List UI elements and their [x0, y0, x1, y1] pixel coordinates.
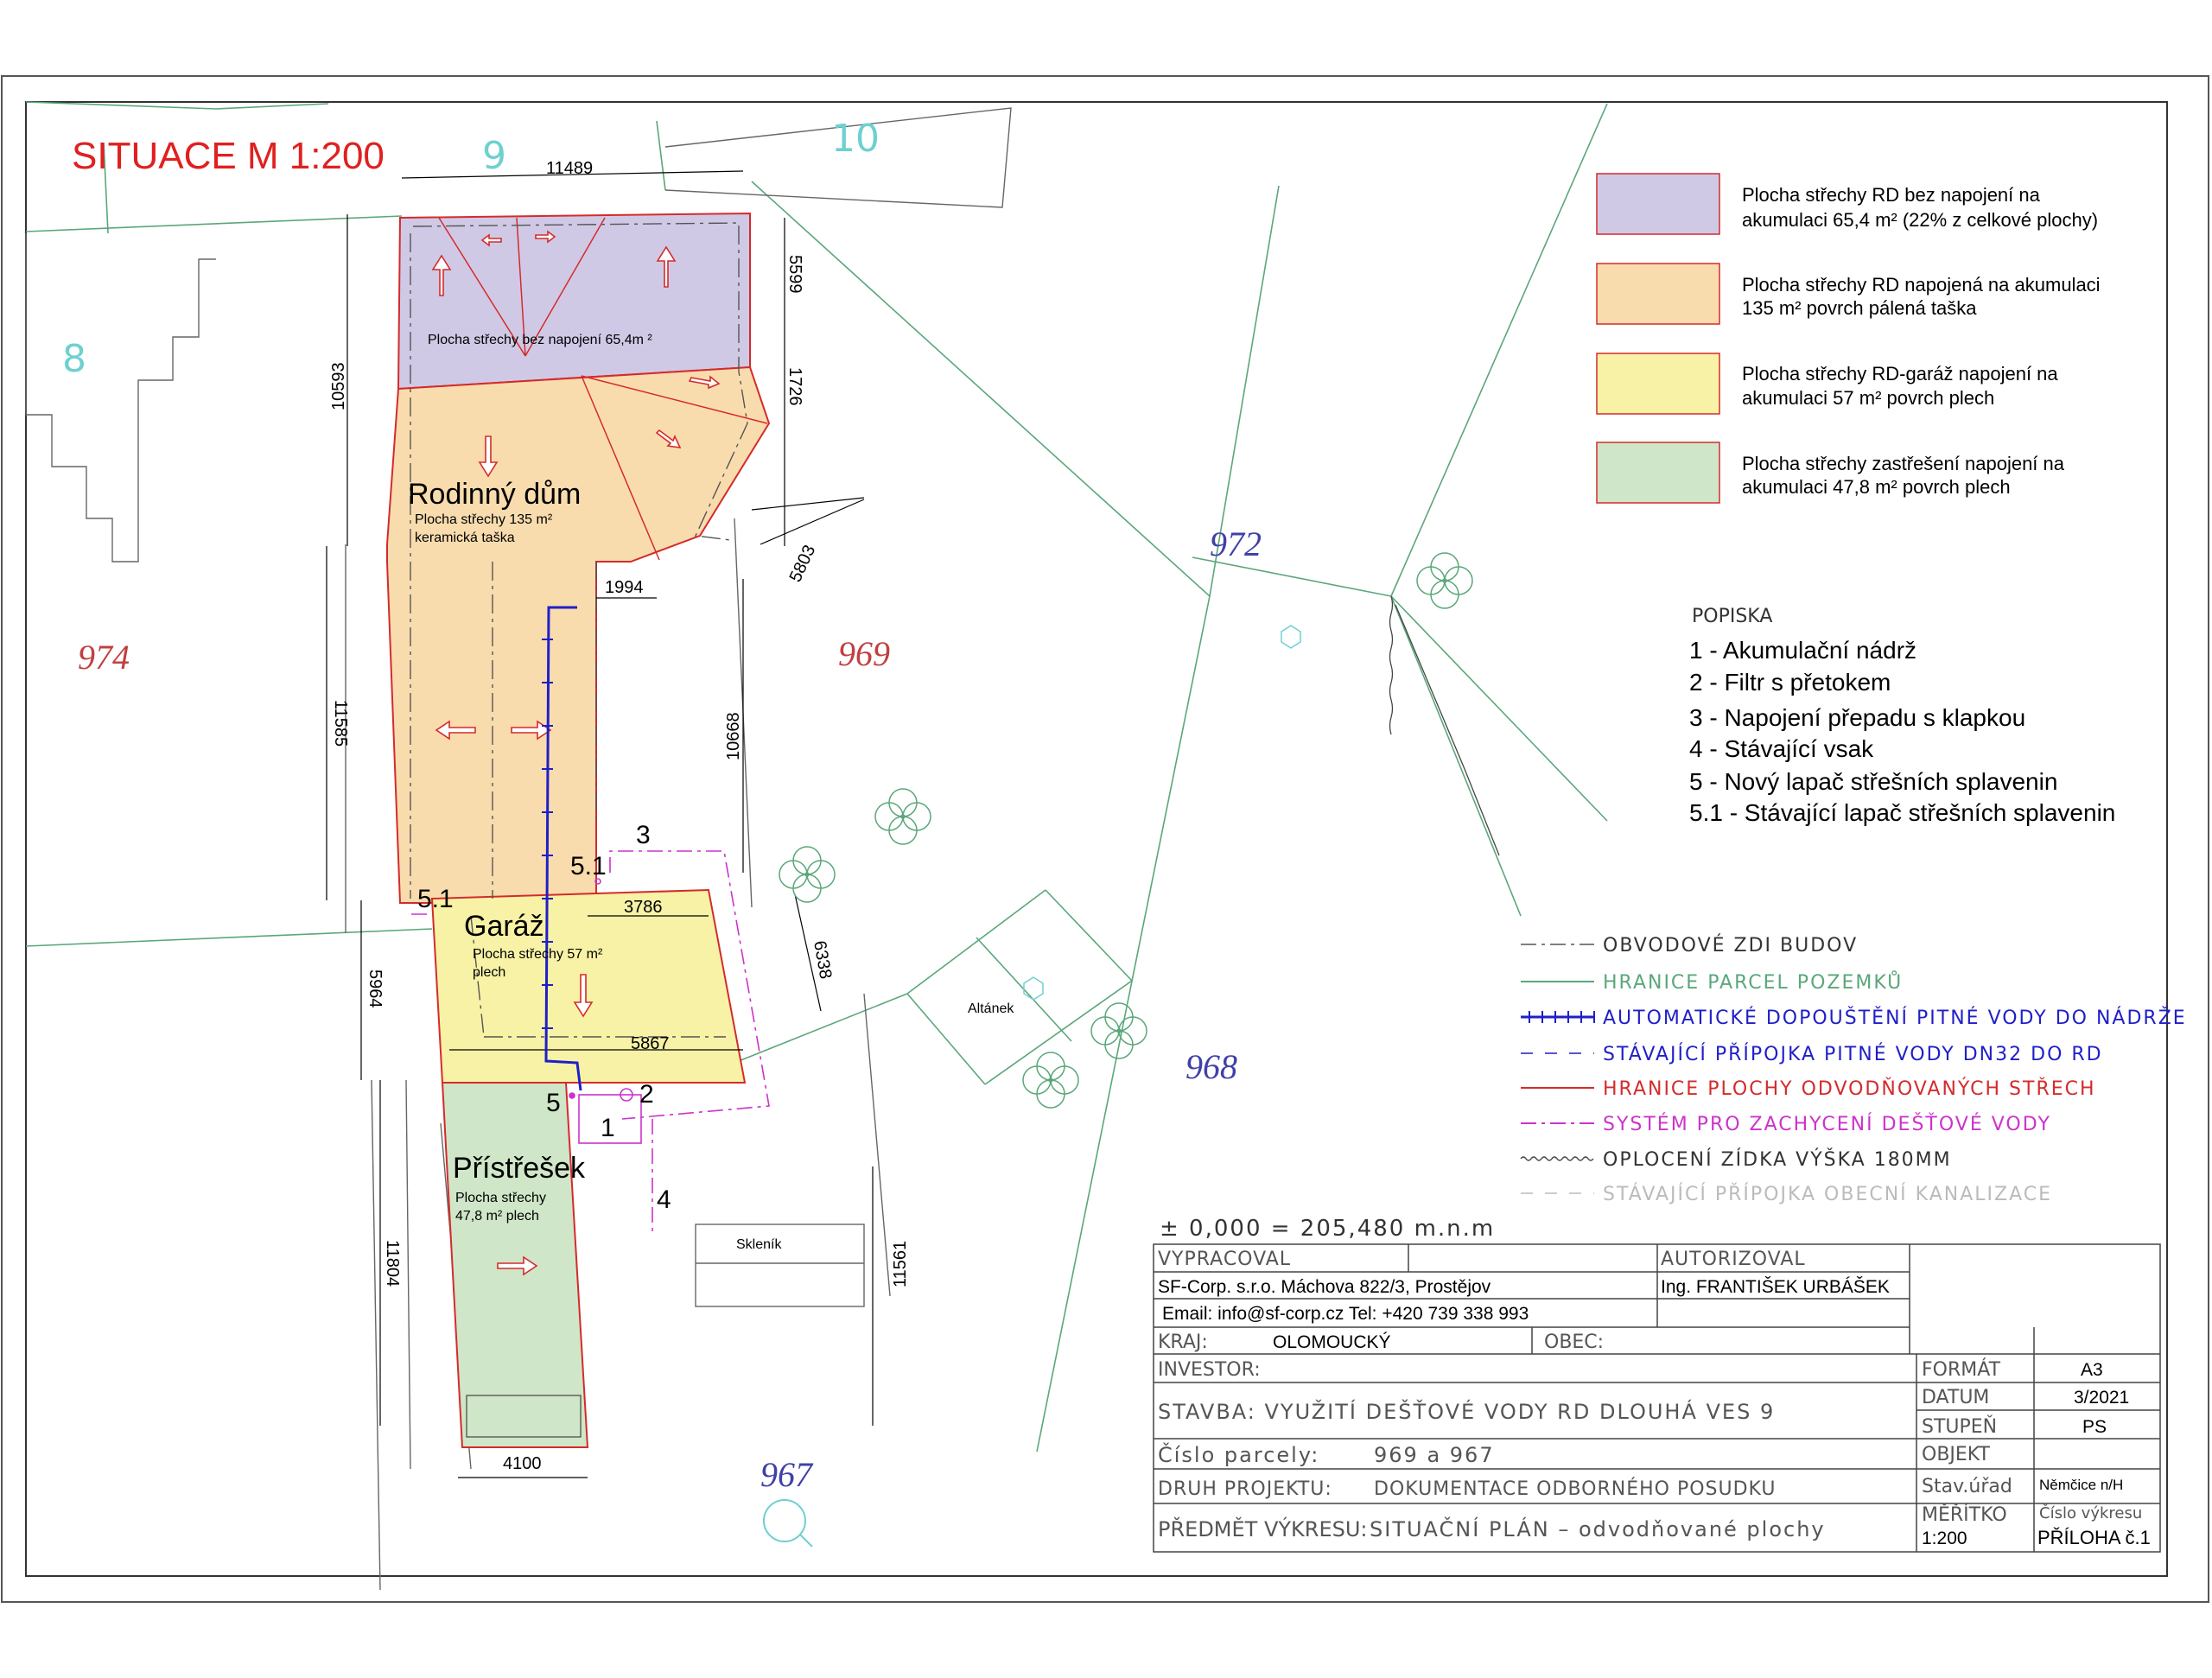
- tb-objekt-label: OBJEKT: [1922, 1444, 1990, 1465]
- popiska-title: POPISKA: [1692, 606, 1773, 627]
- popiska-item-4: 4 - Stávající vsak: [1689, 735, 1874, 762]
- garage-roof-area: Plocha střechy 57 m²: [473, 947, 603, 962]
- hexagon-symbols: [1024, 626, 1300, 1000]
- tb-stavba: STAVBA: VYUŽITÍ DEŠŤOVÉ VODY RD DLOUHÁ VES 9: [1158, 1400, 1776, 1424]
- legend-text-potable: STÁVAJÍCÍ PŘÍPOJKA PITNÉ VODY DN32 DO RD: [1603, 1044, 2103, 1065]
- dim-5803: 5803: [785, 542, 820, 586]
- legend-swatch-orange: [1597, 264, 1719, 324]
- tb-druh-value: DOKUMENTACE ODBORNÉHO POSUDKU: [1374, 1478, 1777, 1500]
- tb-cislo-value: PŘÍLOHA č.1: [2037, 1527, 2151, 1548]
- legend-swatch-green: [1597, 442, 1719, 503]
- marker-5: 5: [546, 1089, 561, 1117]
- tb-investor: INVESTOR:: [1158, 1359, 1261, 1381]
- tb-urad-value: Němčice n/H: [2039, 1477, 2124, 1493]
- parcel-boundaries: [26, 102, 1607, 1452]
- tb-format-value: A3: [2081, 1360, 2103, 1380]
- tb-vypracoval: VYPRACOVAL: [1158, 1249, 1292, 1270]
- parcel-972: 972: [1210, 524, 1262, 563]
- legend-text-sewer: STÁVAJÍCÍ PŘÍPOJKA OBECNÍ KANALIZACE: [1603, 1184, 2052, 1205]
- dim-3786: 3786: [624, 898, 663, 917]
- dim-4100: 4100: [503, 1454, 542, 1473]
- house-name: Rodinný dům: [408, 478, 582, 511]
- legend-text-rainwater: SYSTÉM PRO ZACHYCENÍ DEŠŤOVÉ VODY: [1603, 1114, 2051, 1135]
- parcel-number-8: 8: [62, 337, 86, 381]
- dim-1994: 1994: [605, 578, 644, 597]
- marker-2: 2: [639, 1080, 654, 1109]
- shelter-name: Přístřešek: [453, 1152, 586, 1185]
- shelter-roof-label: Plocha střechy: [455, 1191, 546, 1205]
- house-roof-material: keramická taška: [415, 531, 515, 545]
- legend-area-3-line1: Plocha střechy RD-garáž napojení na: [1742, 363, 2058, 385]
- line-legend: [1521, 934, 2187, 1205]
- legend-area-1-line1: Plocha střechy RD bez napojení na: [1742, 184, 2040, 206]
- marker-4: 4: [657, 1185, 671, 1214]
- area-legend: [1597, 174, 2101, 503]
- tb-kraj-label: KRAJ:: [1158, 1332, 1208, 1353]
- legend-area-1-line2: akumulaci 65,4 m² (22% z celkové plochy): [1742, 209, 2099, 231]
- tb-engineer: Ing. FRANTIŠEK URBÁŠEK: [1661, 1277, 1890, 1297]
- tb-parcela-label: Číslo parcely:: [1158, 1443, 1320, 1467]
- tb-predmet-value: SITUAČNÍ PLÁN – odvodňované plochy: [1370, 1517, 1826, 1541]
- shelter-roof-area: 47,8 m² plech: [455, 1209, 539, 1224]
- dim-10593: 10593: [329, 362, 348, 410]
- dim-6338: 6338: [810, 939, 836, 981]
- dim-11585: 11585: [331, 700, 350, 747]
- dim-11804: 11804: [383, 1240, 402, 1287]
- legend-swatch-purple: [1597, 174, 1719, 234]
- legend-area-2-line1: Plocha střechy RD napojená na akumulaci: [1742, 274, 2101, 296]
- dim-11561: 11561: [891, 1240, 910, 1287]
- dim-11489: 11489: [546, 159, 594, 178]
- garage-name: Garáž: [464, 910, 544, 943]
- tb-datum-label: DATUM: [1922, 1387, 1990, 1408]
- tb-druh-label: DRUH PROJEKTU:: [1158, 1478, 1332, 1500]
- popiska: [1689, 606, 2115, 826]
- dim-5867: 5867: [631, 1034, 670, 1053]
- popiska-item-5: 5 - Nový lapač střešních splavenin: [1689, 768, 2058, 795]
- tb-meritko-value: 1:200: [1922, 1529, 1967, 1548]
- tb-stupen-value: PS: [2082, 1417, 2107, 1437]
- tb-datum-value: 3/2021: [2074, 1388, 2130, 1408]
- parcel-974: 974: [78, 638, 130, 677]
- legend-area-4-line1: Plocha střechy zastřešení napojení na: [1742, 453, 2065, 474]
- legend-text-auto-water: AUTOMATICKÉ DOPOUŠTĚNÍ PITNÉ VODY DO NÁDRŽE: [1603, 1007, 2187, 1029]
- legend-swatch-yellow: [1597, 353, 1719, 414]
- parcel-967: 967: [760, 1455, 812, 1494]
- legend-text-fence: OPLOCENÍ ZÍDKA VÝŠKA 180MM: [1603, 1149, 1952, 1171]
- dim-5599: 5599: [785, 255, 804, 294]
- marker-3: 3: [636, 821, 651, 849]
- tb-format-label: FORMÁT: [1922, 1359, 2001, 1381]
- parcel-968: 968: [1185, 1047, 1237, 1086]
- parcel-969: 969: [838, 634, 890, 673]
- marker-5-1-house: 5.1: [417, 885, 454, 913]
- legend-text-roof-boundary: HRANICE PLOCHY ODVODŇOVANÝCH STŘECH: [1603, 1078, 2096, 1100]
- tb-company: SF-Corp. s.r.o. Máchova 822/3, Prostějov: [1158, 1277, 1491, 1297]
- tb-meritko-label: MĚŘÍTKO: [1922, 1504, 2007, 1526]
- dim-1726: 1726: [785, 367, 804, 406]
- popiska-item-1: 1 - Akumulační nádrž: [1689, 637, 1917, 664]
- well-symbol: [764, 1500, 812, 1547]
- drawing-title: SITUACE M 1:200: [72, 135, 385, 177]
- parcel-number-10: 10: [831, 117, 880, 161]
- dim-5964: 5964: [365, 969, 385, 1008]
- marker-5-1-garage: 5.1: [570, 852, 607, 880]
- tb-stupen-label: STUPEŇ: [1922, 1416, 1998, 1438]
- legend-line-fence: [1521, 1157, 1593, 1160]
- legend-area-4-line2: akumulaci 47,8 m² povrch plech: [1742, 476, 2011, 498]
- garage-roof-material: plech: [473, 965, 506, 980]
- tb-autorizoval: AUTORIZOVAL: [1661, 1249, 1806, 1270]
- tb-parcela-value: 969 a 967: [1374, 1443, 1495, 1467]
- parcel-number-9: 9: [482, 134, 506, 178]
- roof-orange-house: [387, 367, 769, 903]
- legend-text-parcels: HRANICE PARCEL POZEMKŮ: [1603, 972, 1904, 994]
- roof-purple-unconnected: [398, 213, 750, 389]
- legend-text-walls: OBVODOVÉ ZDI BUDOV: [1603, 935, 1859, 957]
- marker-1: 1: [601, 1114, 615, 1142]
- tb-predmet-label: PŘEDMĚT VÝKRESU:: [1158, 1517, 1368, 1541]
- popiska-item-6: 5.1 - Stávající lapač střešních splavenin: [1689, 799, 2116, 826]
- tb-obec-label: OBEC:: [1544, 1332, 1605, 1353]
- gazebo-label: Altánek: [968, 1001, 1014, 1016]
- elevation-note: ± 0,000 = 205,480 m.n.m: [1160, 1216, 1496, 1242]
- tb-cislo-label: Číslo výkresu: [2039, 1504, 2143, 1522]
- house-roof-area: Plocha střechy 135 m²: [415, 512, 553, 527]
- dim-10668: 10668: [724, 712, 743, 760]
- popiska-item-2: 2 - Filtr s přetokem: [1689, 669, 1891, 696]
- tb-kraj-value: OLOMOUCKÝ: [1273, 1332, 1391, 1352]
- tb-email: Email: info@sf-corp.cz Tel: +420 739 338 993: [1162, 1304, 1529, 1324]
- legend-area-2-line2: 135 m² povrch pálená taška: [1742, 297, 1977, 319]
- purple-roof-label: Plocha střechy bez napojení 65,4m ²: [428, 333, 652, 347]
- legend-area-3-line2: akumulaci 57 m² povrch plech: [1742, 387, 1995, 409]
- tb-urad-label: Stav.úřad: [1922, 1476, 2012, 1497]
- greenhouse-label: Skleník: [736, 1237, 782, 1252]
- popiska-item-3: 3 - Napojení přepadu s klapkou: [1689, 704, 2026, 731]
